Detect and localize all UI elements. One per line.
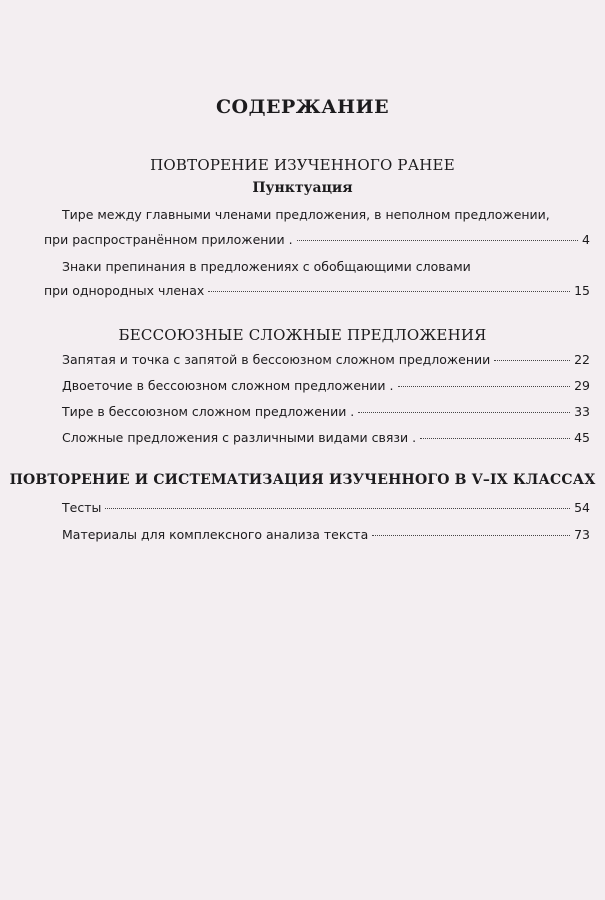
- leader-dots: [494, 360, 570, 361]
- toc-entry-label: Сложные предложения с различными видами связи .: [62, 430, 417, 445]
- toc-entry-page: 15: [574, 283, 590, 298]
- toc-entry-label: Тесты: [62, 500, 102, 515]
- toc-entry-label: при однородных членах: [44, 283, 205, 298]
- section-subheading-punctuation: Пунктуация: [252, 180, 353, 196]
- toc-entry-label: Материалы для комплексного анализа текста: [62, 527, 369, 542]
- section-heading-systematization: ПОВТОРЕНИЕ И СИСТЕМАТИЗАЦИЯ ИЗУЧЕННОГО В V–IX КЛАССАХ: [9, 472, 596, 488]
- toc-entry-page: 29: [574, 378, 590, 393]
- toc-entry-line: Тире между главными членами предложения, в неполном предложении,: [62, 207, 550, 222]
- toc-entry-page: 45: [574, 430, 590, 445]
- leader-dots: [358, 412, 570, 413]
- toc-entry[interactable]: [62, 430, 590, 445]
- page-title: СОДЕРЖАНИЕ: [215, 96, 390, 118]
- leader-dots: [420, 438, 570, 439]
- toc-entry-page: 22: [574, 352, 590, 367]
- leader-dots: [105, 508, 570, 509]
- toc-entry-label: Тире в бессоюзном сложном предложении .: [62, 404, 355, 419]
- toc-entry[interactable]: [62, 500, 590, 515]
- toc-entry-page: 73: [574, 527, 590, 542]
- section-heading-review: ПОВТОРЕНИЕ ИЗУЧЕННОГО РАНЕЕ: [150, 156, 455, 174]
- leader-dots: [398, 386, 571, 387]
- toc-entry[interactable]: [44, 283, 590, 298]
- toc-entry-page: 33: [574, 404, 590, 419]
- toc-entry[interactable]: [62, 404, 590, 419]
- toc-entry-page: 54: [574, 500, 590, 515]
- leader-dots: [372, 535, 570, 536]
- toc-entry-label: при распространённом приложении .: [44, 232, 293, 247]
- toc-entry[interactable]: [44, 232, 590, 247]
- toc-entry[interactable]: [62, 378, 590, 393]
- toc-entry-line: Знаки препинания в предложениях с обобщающими словами: [62, 259, 471, 274]
- toc-entry[interactable]: [62, 352, 590, 367]
- toc-entry-label: Запятая и точка с запятой в бессоюзном сложном предложении: [62, 352, 491, 367]
- leader-dots: [208, 291, 570, 292]
- toc-entry-page: 4: [582, 232, 590, 247]
- toc-entry[interactable]: [62, 527, 590, 542]
- section-heading-asyndetic: БЕССОЮЗНЫЕ СЛОЖНЫЕ ПРЕДЛОЖЕНИЯ: [118, 326, 487, 344]
- toc-entry-label: Двоеточие в бессоюзном сложном предложении .: [62, 378, 394, 393]
- leader-dots: [297, 240, 578, 241]
